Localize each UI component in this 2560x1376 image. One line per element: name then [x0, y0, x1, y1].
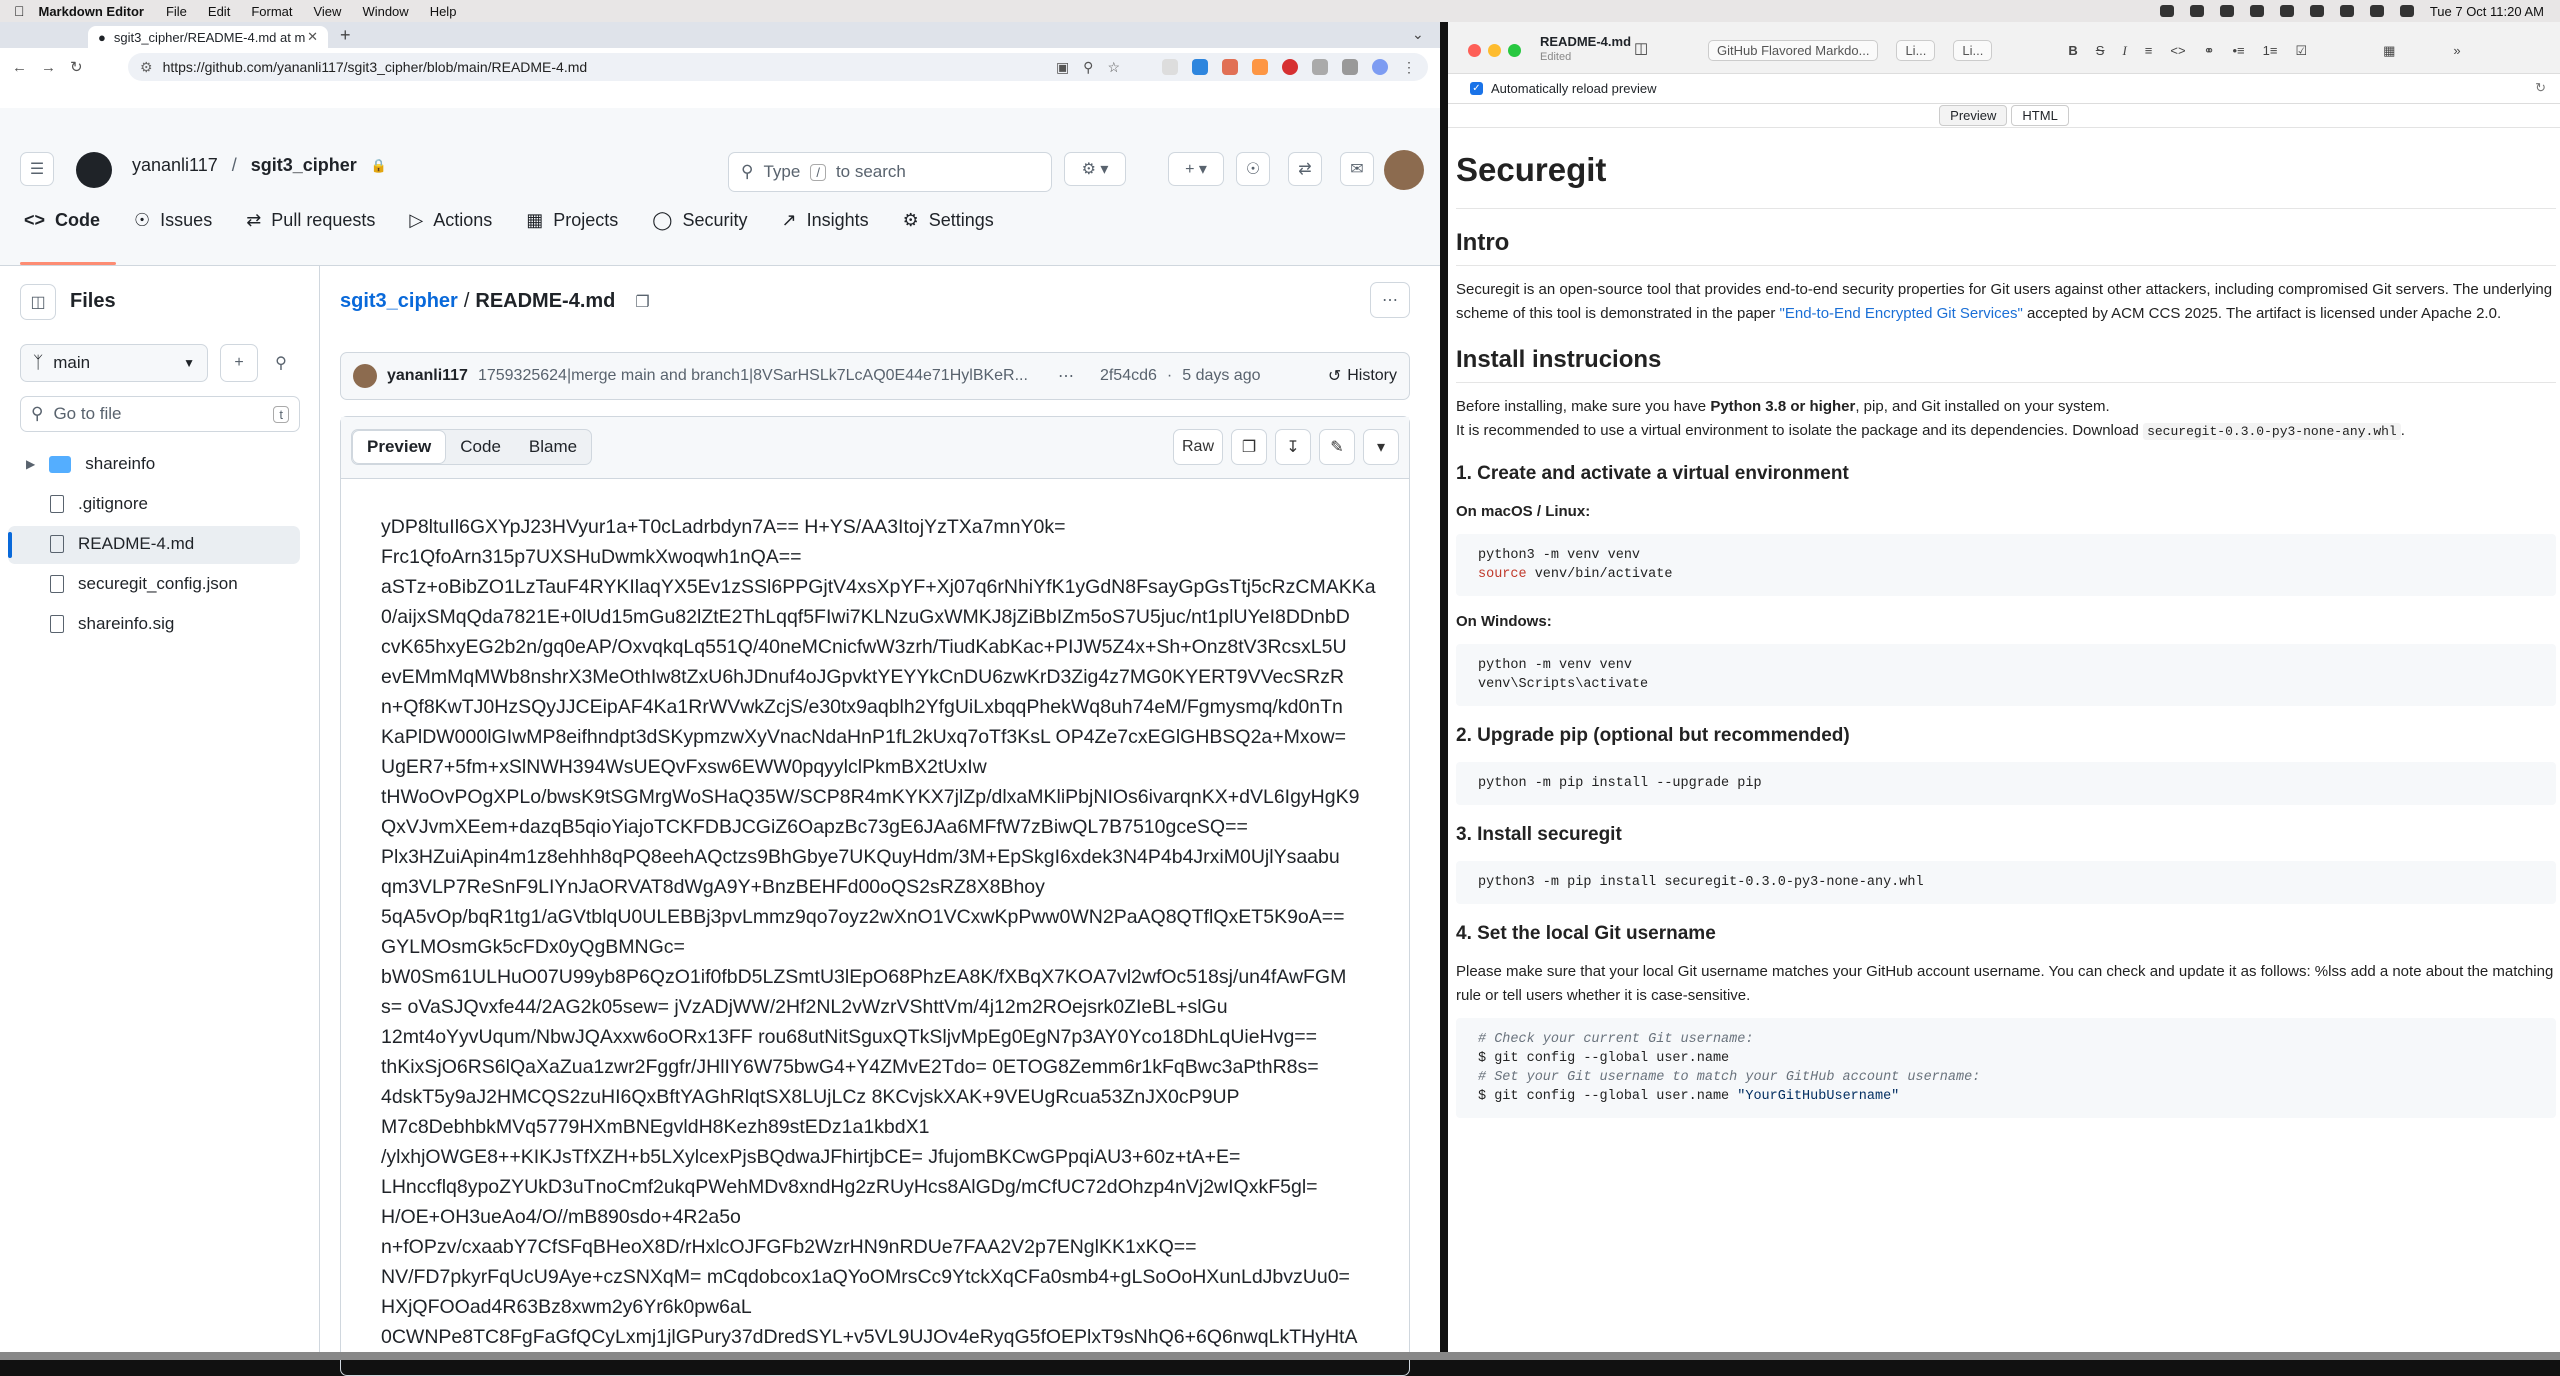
- raw-button[interactable]: Raw: [1173, 429, 1223, 465]
- address-bar[interactable]: [128, 53, 1428, 81]
- bold-icon[interactable]: B: [2068, 43, 2078, 58]
- minimize-window-button[interactable]: [1488, 44, 1501, 57]
- content-line: qm3VLP7ReSnF9LIYnJaORVAT8dWgA9Y+BnzBEHFd00oQS2sRZ8X8Bhoy: [381, 876, 1045, 898]
- content-line: KaPlDW000lGIwMP8eifhndpt3dSKypmzwXyVnacNdaHnP1fL2kUxq7oTf3KsL OP4Ze7cxEGlGHBSQ2a+Mxow=: [381, 726, 1346, 748]
- heading-macos: On macOS / Linux:: [1456, 503, 1591, 520]
- expand-message-icon[interactable]: ⋯: [1057, 368, 1074, 385]
- github-header: [0, 108, 1440, 266]
- tab-security[interactable]: [652, 210, 747, 231]
- install-icon[interactable]: ▣: [1055, 58, 1070, 75]
- search-icon: ⚲: [31, 404, 44, 423]
- view-mode-switcher: [351, 429, 592, 465]
- tree-item-file-selected[interactable]: [50, 534, 194, 554]
- chevron-right-icon[interactable]: ▶: [26, 457, 36, 471]
- menu-file[interactable]: File: [155, 3, 177, 19]
- table-icon: ▦: [526, 210, 544, 230]
- create-new-button[interactable]: + ▾: [1168, 152, 1224, 186]
- go-to-file-input[interactable]: [20, 396, 300, 432]
- browser-tab[interactable]: [88, 26, 328, 48]
- content-line: H/OE+OH3ueAo4/O//mB890sdo+4R2a5o: [381, 1206, 741, 1228]
- branch-selector[interactable]: [20, 344, 208, 382]
- paper-link[interactable]: "End-to-End Encrypted Git Services": [1779, 305, 2023, 322]
- content-line: QxVJvmXEem+dazqB5qioYiajoTCKFDBJCGiZ6OapzBc73gE6JAa6MFfW7zBiwQL7B7510gceSQ==: [381, 816, 1248, 838]
- markdown-editor-window: [1448, 22, 2560, 1352]
- profile-avatar[interactable]: [1372, 59, 1388, 75]
- wifi-icon[interactable]: [2340, 5, 2354, 17]
- commit-message[interactable]: 1759325624|merge main and branch1|8VSarHSLk7LcAQ0E44e71HylBKeR...: [477, 367, 1028, 384]
- author-avatar[interactable]: [353, 364, 377, 388]
- python-version: Python 3.8 or higher: [1710, 398, 1856, 415]
- tab-list-chevron-icon[interactable]: ⌄: [1412, 26, 1424, 42]
- content-line: bW0Sm61ULHuO07U99yb8P6QzO1if0fbD5LZSmtU3lEpO68PhzEA8K/fXBqX7KOA7vl2wfOc518sj/un4fAwFGM: [381, 966, 1347, 988]
- list-select[interactable]: Li...: [1953, 40, 1992, 61]
- new-tab-icon[interactable]: +: [340, 25, 351, 45]
- code-comment: # Check your current Git username:: [1478, 1032, 1754, 1047]
- reload-icon[interactable]: ↻: [2535, 80, 2546, 95]
- intro-text-end: accepted by ACM CCS 2025. The artifact is licensed under Apache 2.0.: [2022, 305, 2502, 322]
- preview-tabs: [1448, 104, 2560, 128]
- code-text: venv/bin/activate: [1526, 567, 1673, 582]
- content-line: Plx3HZuiApin4m1z8ehhh8qPQ8eehAQctzs9BhGbye7UKQuyHdm/3M+EpSkgI6xdek3N4P4b4JrxiM0UjlYsaabu: [381, 846, 1340, 868]
- back-icon[interactable]: ←: [12, 58, 27, 76]
- extension-icon[interactable]: [1162, 59, 1178, 75]
- extension-icon[interactable]: [1222, 59, 1238, 75]
- search-icon: ⚲: [741, 162, 754, 181]
- close-tab-icon[interactable]: ✕: [307, 29, 318, 44]
- code-comment: # Set your Git username to match your GitHub account username:: [1478, 1070, 1981, 1085]
- menu-view[interactable]: View: [302, 3, 331, 19]
- graph-icon: ↗: [781, 210, 797, 230]
- tab-pull-requests[interactable]: [246, 210, 375, 231]
- browser-window: [0, 22, 1440, 1352]
- history-label: History: [1347, 367, 1397, 384]
- content-line: HXjQFOOad4R63Bz8xwm2y6Yr6k0pw6aL: [381, 1296, 752, 1318]
- venv-text: It is recommended to use a virtual environment to isolate the package and its dependencies. Download: [1456, 422, 2144, 439]
- commit-age: 5 days ago: [1182, 367, 1261, 384]
- go-to-file-placeholder: Go to file: [53, 404, 122, 423]
- heading-step2: 2. Upgrade pip (optional but recommended): [1456, 725, 1850, 746]
- document-status: Edited: [1540, 51, 1572, 63]
- file-icon: [50, 575, 64, 593]
- code-keyword: source: [1478, 567, 1527, 582]
- search-prefix: Type: [763, 162, 801, 181]
- tab-label: Code: [55, 210, 101, 230]
- tab-preview[interactable]: Preview: [352, 430, 446, 464]
- copilot-button[interactable]: ⚙ ▾: [1064, 152, 1126, 186]
- editor-titlebar: [1448, 22, 2560, 74]
- install-text: Before installing, make sure you have: [1456, 398, 1711, 415]
- repo-owner-link[interactable]: yananli117: [132, 155, 218, 175]
- username-paragraph: Please make sure that your local Git username matches your GitHub account username. You can check and update it as follows: %lss add a note about the matching rule or tell users whether it is case-sensitive.: [1456, 963, 2554, 1004]
- control-center-icon[interactable]: [2400, 5, 2414, 17]
- tab-insights[interactable]: [781, 210, 868, 231]
- commit-hash[interactable]: 2f54cd6: [1099, 367, 1157, 384]
- collapse-sidebar-icon[interactable]: ◫: [20, 284, 56, 320]
- line-select[interactable]: Li...: [1896, 40, 1935, 61]
- tree-item-file[interactable]: [50, 494, 148, 514]
- content-line: n+Qf8KwTJ0HzSQyJJCEipAF4Ka1RrWVwkZcjS/e30tx9aqblh2YfgUiLxbqqPhekWq8uh74eM/Fgmysmq/kd0nTn: [381, 696, 1343, 718]
- menu-help[interactable]: Help: [419, 3, 446, 19]
- content-line: cvK65hxyEG2b2n/gq0eAP/OxvqkqLq551Q/40neMCnicfwW3zrh/TiudKabKac+PIJW5Z4x+Sh+Onz8tV3RcsxL5U: [381, 636, 1347, 658]
- lock-icon: 🔒: [370, 157, 387, 173]
- active-tab-underline: [20, 262, 116, 265]
- code-line: venv\Scripts\activate: [1478, 677, 1649, 692]
- copy-raw-icon[interactable]: ❐: [1231, 429, 1267, 465]
- more-options-icon[interactable]: ⋯: [1370, 282, 1410, 318]
- link-icon[interactable]: ⚭: [2203, 42, 2215, 58]
- play-icon: ▷: [409, 210, 424, 230]
- tree-item-folder[interactable]: [26, 454, 155, 474]
- issues-icon[interactable]: ☉: [1236, 152, 1270, 186]
- code-block-pip: [1456, 762, 2556, 805]
- file-icon: [50, 495, 64, 513]
- pull-requests-icon[interactable]: ⇄: [1288, 152, 1322, 186]
- battery-icon[interactable]: [2310, 5, 2324, 17]
- content-line: 4dskT5y9aJ2HMCQS2zuHI6QxBftYAGhRlqtSX8LUjLCz 8KCvjskXAK+9VEUgRcua53ZnJX0cP9UP: [381, 1086, 1240, 1108]
- code-line: python -m venv venv: [1478, 658, 1632, 673]
- content-line: yDP8ltuIl6GXYpJ23HVyur1a+T0cLadrbdyn7A== H+YS/AA3ItojYzTXa7mnY0k=: [381, 516, 1066, 538]
- wheel-filename: securegit-0.3.0-py3-none-any.whl: [2143, 423, 2401, 440]
- avatar[interactable]: [1384, 150, 1424, 190]
- file-content-box: [340, 416, 1410, 1376]
- file-view: [320, 266, 1440, 1352]
- history-icon: ↺: [1327, 368, 1342, 385]
- auto-reload-label: Automatically reload preview: [1491, 81, 1657, 96]
- tab-html[interactable]: HTML: [2011, 105, 2068, 126]
- content-line: 0CWNPe8TC8FgFaGfQCyLxmj1jlGPury37dDredSYL+v5VL9UJOv4eRyqG5fOEPlxT9sNhQ6+6Q6nwqLkTHyHtA: [381, 1326, 1358, 1348]
- path-file-name: README-4.md: [475, 290, 616, 312]
- content-line: Frc1QfoArn315p7UXSHuDwmkXwoqwh1nQA==: [381, 546, 802, 568]
- intro-paragraph: [1456, 278, 2556, 326]
- install-paragraph: [1456, 395, 2556, 419]
- edit-dropdown-chevron-icon[interactable]: ▾: [1363, 429, 1399, 465]
- sidebar-toggle-icon[interactable]: ◫: [1634, 40, 1649, 57]
- file-actions: [1173, 429, 1399, 465]
- heading-step4: 4. Set the local Git username: [1456, 923, 1716, 944]
- status-bluetooth-icon[interactable]: [2280, 5, 2294, 17]
- chevron-down-icon: ▼: [183, 356, 195, 370]
- inbox-icon[interactable]: ✉: [1340, 152, 1374, 186]
- files-title: Files: [70, 290, 116, 312]
- document-title: README-4.md: [1540, 34, 1632, 49]
- apple-icon[interactable]: [14, 3, 25, 19]
- code-line: [1478, 1087, 2534, 1106]
- table-icon[interactable]: ▦: [2383, 42, 2396, 58]
- menu-bar: [0, 0, 2560, 22]
- code-line: python3 -m venv venv: [1478, 548, 1641, 563]
- tab-blame[interactable]: Blame: [528, 437, 578, 456]
- content-line: GYLMOsmGk5cFDx0yQgBMNGc=: [381, 936, 685, 958]
- code-line: python3 -m pip install securegit-0.3.0-py3-none-any.whl: [1478, 875, 1924, 890]
- repo-nav: [24, 210, 994, 231]
- code-text: $ git config --global user.name: [1478, 1089, 1738, 1104]
- path-separator: /: [463, 290, 470, 312]
- status-app-icon[interactable]: [2190, 5, 2204, 17]
- heading-step1: 1. Create and activate a virtual environment: [1456, 463, 1849, 484]
- search-files-icon[interactable]: ⚲: [275, 355, 287, 372]
- tab-code[interactable]: [24, 210, 100, 231]
- breadcrumb-separator: /: [231, 155, 237, 175]
- menu-window[interactable]: Window: [351, 3, 399, 19]
- code-block-install: [1456, 861, 2556, 904]
- tree-item-label: shareinfo.sig: [78, 614, 175, 633]
- tab-label: Projects: [553, 210, 619, 230]
- extensions-puzzle-icon[interactable]: [1312, 59, 1328, 75]
- reload-icon[interactable]: ↻: [70, 59, 83, 76]
- pull-request-icon: ⇄: [246, 210, 262, 230]
- editor-toolbar: [1708, 40, 2461, 61]
- code-line: python -m pip install --upgrade pip: [1478, 776, 1762, 791]
- close-window-button[interactable]: [1468, 44, 1481, 57]
- browser-toolbar: [0, 48, 1440, 86]
- tab-projects[interactable]: [526, 210, 618, 231]
- code-line: $ git config --global user.name: [1478, 1051, 1730, 1066]
- search-suffix: to search: [835, 162, 906, 181]
- numbered-list-icon[interactable]: 1≡: [2262, 43, 2278, 58]
- heading-step3: 3. Install securegit: [1456, 824, 1622, 845]
- file-icon: [50, 615, 64, 633]
- tab-settings[interactable]: [903, 210, 994, 231]
- overflow-chevron-icon[interactable]: »: [2453, 43, 2461, 58]
- tree-item-file[interactable]: [50, 614, 174, 634]
- tree-item-label: .gitignore: [78, 494, 148, 513]
- tab-label: Insights: [806, 210, 869, 230]
- file-icon: [50, 535, 64, 553]
- zoom-icon[interactable]: ⚲: [1083, 58, 1094, 75]
- extension-icon[interactable]: [1192, 59, 1208, 75]
- content-line: M7c8DebhbkMVq5779HXmBNEgvldH8Kezh89stEDz1a1kbdX1: [381, 1116, 930, 1138]
- gear-icon: ⚙: [902, 210, 919, 230]
- content-line: aSTz+oBibZO1LzTauF4RYKIlaqYX5Ev1zSSl6PPGjtV4xsXpYF+Xj07q6rNhiYfK1yGdN8FsayGpGsTtj5cRzCMAKKa: [381, 576, 1376, 598]
- download-icon[interactable]: ↧: [1275, 429, 1311, 465]
- sidebar-icon[interactable]: [1342, 59, 1358, 75]
- heading-h1: Securegit: [1456, 132, 2556, 209]
- tree-item-label: README-4.md: [78, 534, 195, 553]
- code-block-windows: [1456, 644, 2556, 706]
- file-preview-content: [381, 512, 1381, 1352]
- add-file-icon[interactable]: +: [220, 344, 258, 382]
- edit-pencil-icon[interactable]: ✎: [1319, 429, 1355, 465]
- file-path: [340, 290, 650, 313]
- file-tree-sidebar: [0, 266, 320, 1352]
- copy-path-icon[interactable]: ❐: [635, 293, 650, 311]
- content-line: thKixSjO6RS6lQaXaZua1zwr2Fggfr/JHlIY6W75bwG4+Y4ZMvE2Tdo= 0ETOG8Zemm6r1kFqBwc3aPthR8s=: [381, 1056, 1319, 1078]
- markdown-preview: [1456, 132, 2556, 1132]
- bullet-list-icon[interactable]: •≡: [2232, 43, 2245, 58]
- status-volume-icon[interactable]: [2250, 5, 2264, 17]
- menu-format[interactable]: Format: [240, 3, 282, 19]
- search-shortcut-key: /: [810, 164, 826, 181]
- content-line: UgER7+5fm+xSlNWH394WsUEQvFxsw6EWW0pqyylclPkmBX2tUxIw: [381, 756, 987, 778]
- tab-code-view[interactable]: Code: [460, 437, 501, 456]
- tab-label: Security: [682, 210, 748, 230]
- branch-name: main: [53, 353, 91, 372]
- tab-label: Pull requests: [271, 210, 376, 230]
- file-header: [341, 417, 1409, 479]
- status-sync-icon[interactable]: [2220, 5, 2234, 17]
- heading-intro: Intro: [1456, 227, 2556, 266]
- commit-author[interactable]: yananli117: [387, 367, 468, 384]
- github-logo-icon[interactable]: [76, 152, 112, 188]
- repo-breadcrumb: [132, 155, 387, 176]
- code-block-macos: [1456, 534, 2556, 596]
- tree-item-label: shareinfo: [85, 454, 156, 473]
- history-button[interactable]: [1328, 366, 1397, 386]
- code-line: [1478, 565, 2534, 584]
- hamburger-menu-icon[interactable]: ☰: [20, 152, 54, 186]
- intro-text: Securegit is an open-source tool that provides end-to-end security properties for Git users against other attackers, including compromised Git servers. The underlying scheme of this tool is demonstrated in the paper: [1456, 281, 2553, 322]
- tab-title: sgit3_cipher/README-4.md at m: [113, 29, 306, 45]
- code-string: "YourGitHubUsername": [1737, 1089, 1900, 1104]
- tab-label: Settings: [928, 210, 994, 230]
- site-info-icon[interactable]: ⚙: [140, 58, 153, 75]
- code-block-git: [1456, 1018, 2556, 1118]
- code-icon[interactable]: <>: [2170, 43, 2186, 58]
- app-menu[interactable]: Markdown Editor: [28, 3, 134, 19]
- issues-icon: ☉: [134, 210, 151, 230]
- extension-icon[interactable]: [1282, 59, 1298, 75]
- menubar-clock[interactable]: Tue 7 Oct 11:20 AM: [2429, 3, 2544, 19]
- menu-edit[interactable]: Edit: [197, 3, 220, 19]
- folder-icon: [49, 456, 71, 473]
- commit-separator: ·: [1166, 367, 1173, 384]
- venv-text-end: .: [2400, 422, 2405, 439]
- task-list-icon[interactable]: ☑: [2295, 42, 2308, 58]
- tree-item-file[interactable]: [50, 574, 238, 594]
- shortcut-key: t: [273, 406, 289, 423]
- content-line: 5qA5vOp/bqR1tg1/aGVtblqU0ULEBBj3pvLmmz9qo7oyz2wXnO1VCxwKpPww0WN2PaAQ8QTflQxET5K9oA==: [381, 906, 1345, 928]
- heading-windows: On Windows:: [1456, 613, 1552, 630]
- tab-strip: [0, 22, 1440, 48]
- tab-actions[interactable]: [409, 210, 492, 231]
- browser-menu-icon[interactable]: ⋮: [1402, 58, 1416, 75]
- tab-label: Issues: [160, 210, 213, 230]
- tab-preview[interactable]: Preview: [1939, 105, 2007, 126]
- code-icon: <>: [24, 210, 46, 230]
- bookmark-star-icon[interactable]: ☆: [1107, 58, 1120, 75]
- content-line: tHWoOvPOgXPLo/bwsK9tSGMrgWoSHaQ35W/SCP8R4mKYKX7jlZp/dlxaMKliPbjNIOs6ivarqnKX+dVL6IgyHgK9: [381, 786, 1360, 808]
- github-favicon-icon: ●: [98, 29, 106, 45]
- tab-label: Actions: [433, 210, 493, 230]
- repo-name-link[interactable]: sgit3_cipher: [250, 155, 357, 175]
- zoom-window-button[interactable]: [1508, 44, 1521, 57]
- branch-icon: ᛉ: [33, 353, 44, 372]
- selected-indicator: [8, 532, 12, 558]
- italic-icon[interactable]: I: [2122, 42, 2127, 58]
- content-line: s= oVaSJQvxfe44/2AG2k05sew= jVzADjWW/2Hf2NL2vWzrVShttVm/4j12m2ROejsrk0ZIeBL+slGu: [381, 996, 1228, 1018]
- preview-options-bar: [1448, 74, 2560, 104]
- markdown-flavor-select[interactable]: GitHub Flavored Markdo...: [1708, 40, 1878, 61]
- status-cloud-icon[interactable]: [2160, 5, 2174, 17]
- latest-commit: [340, 352, 1410, 400]
- url-text: https://github.com/yananli117/sgit3_cipher/blob/main/README-4.md: [162, 59, 588, 75]
- content-line: LHnccflq8ypoZYUkD3uTnoCmf2ukqPWehMDv8xndHg2zRUyHcs8AlGDg/mCfUC72dOhzp4nVj2wIQxkF5gl=: [381, 1176, 1318, 1198]
- content-line: 12mt4oYyvUqum/NbwJQAxxw6oORx13FF rou68utNitSguxQTkSljvMpEg0EgN7p3AY0Yco18DhLqUieHvg==: [381, 1026, 1318, 1048]
- venv-paragraph: [1456, 419, 2556, 444]
- content-line: NV/FD7pkyrFqUcU9Aye+czSNXqM= mCqdobcox1aQYoOMrsCc9YtckXqCFa0smb4+gLSoOoHXunLdJbvzUu0=: [381, 1266, 1350, 1288]
- forward-icon[interactable]: →: [41, 58, 56, 76]
- dock-edge: [0, 1352, 2560, 1360]
- heading-icon[interactable]: ≡: [2144, 43, 2153, 58]
- heading-install: Install instrucions: [1456, 344, 2556, 383]
- content-line: n+fOPzv/cxaabY7CfSFqBHeoX8D/rHxlcOJFGFb2WzrHN9nRDUe7FAA2V2p7ENglKK1xKQ==: [381, 1236, 1197, 1258]
- content-line: evEMmMqMWb8nshrX3MeOthIw8tZxU6hJDnuf4oJGpvktYEYYkCnDU6zwKrD3Zig4z7MG0KYERT9VVecSRzR: [381, 666, 1345, 688]
- tree-item-label: securegit_config.json: [78, 574, 238, 593]
- search-input[interactable]: [728, 152, 1052, 192]
- install-text-end: , pip, and Git installed on your system.: [1855, 398, 2110, 415]
- content-line: 0/aijxSMqQda7821E+0lUd15mGu82lZtE2ThLqqf5FIwi7KLNzuGxWMKJ8jZiBbIZm5oS7U5juc/nt1plUYeI8DDnbD: [381, 606, 1350, 628]
- shield-icon: ◯: [652, 210, 673, 230]
- content-line: /ylxhjOWGE8++KIKJsTfXZH+b5LXylcexPjsBQdwaJFhirtjbCE= JfujomBKCwGPpqiAU3+60z+tA+E=: [381, 1146, 1241, 1168]
- path-repo-link[interactable]: sgit3_cipher: [340, 290, 458, 312]
- extension-icon[interactable]: [1252, 59, 1268, 75]
- tab-issues[interactable]: [134, 210, 212, 231]
- auto-reload-checkbox[interactable]: ✓: [1470, 82, 1483, 95]
- search-spotlight-icon[interactable]: [2370, 5, 2384, 17]
- strikethrough-icon[interactable]: S: [2095, 43, 2105, 58]
